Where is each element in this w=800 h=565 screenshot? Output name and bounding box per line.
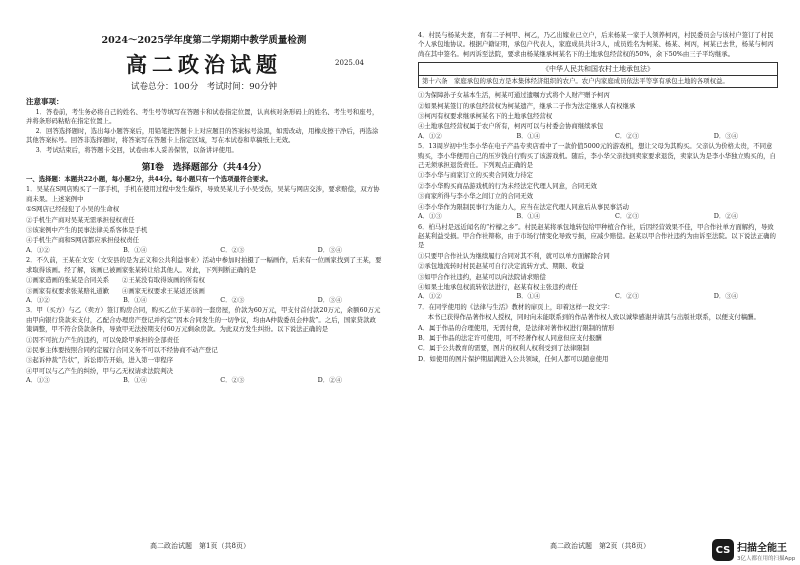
option-d[interactable]: D．②④ [713, 212, 738, 221]
law-excerpt-box [418, 62, 778, 88]
question-item: ③起诉仲裁“告状”，诉讼即告开始，进入第一审程序 [26, 356, 174, 365]
option-b[interactable]: B．①④ [123, 245, 147, 254]
exam-meta: 试卷总分：100分 考试时间：90分钟 [130, 82, 278, 92]
question-stem: 3．甲（买方）与乙（卖方）签订购房合同，购买乙位于某市的一套房屋，价款为60万元，甲支付首付款20万元，余额60万元由甲向银行贷款来支付，乙配合办理房产登记并约定“因本合同发生的一切争议，均由A仲裁委员会仲裁”。之后，国家贷款政策调整，甲不符合贷款条件，导致甲无法按期支付60万元剩余房款。为此双方发生纠纷。以下说法正确的是 [26, 306, 381, 334]
question-1 [26, 185, 382, 255]
option-c[interactable]: C．②③ [614, 212, 640, 221]
option-b[interactable]: B．①④ [516, 131, 541, 140]
option-d[interactable]: D．③④ [713, 131, 738, 140]
answer-option[interactable]: D．如使用的图片保护期届满进入公共领域，任何人都可以随意使用 [418, 354, 609, 363]
answer-options [26, 296, 382, 305]
question-6 [418, 223, 778, 302]
question-item: ③如甲合作社违约，赵某可以向法院请求赔偿 [418, 272, 546, 281]
page-footer: 高二政治试题 第1页（共8页） [150, 542, 250, 550]
question-item: ③该案例中产生的民事法律关系客体是手机 [26, 226, 148, 235]
question-stem: 2．不久前，王某在文安（文安县的是为正义和公共利益事业）活动中参加时拍摄了一幅画作，后来有一位画家找到了王某，要求取得该画。经了解，该画已被画家张某转让给其他人。对此，下列判断正确的是 [26, 256, 382, 274]
option-a[interactable]: A．①③ [418, 212, 442, 221]
option-a[interactable]: A．①② [26, 245, 50, 254]
question-item: ②民事主体要按照合同约定履行合同义务不可以不经协商不动产登记 [26, 345, 218, 354]
question-7 [418, 303, 778, 364]
page-footer: 高二政治试题 第2页（共8页） [550, 542, 650, 550]
right-page [400, 0, 800, 565]
question-3 [26, 306, 382, 385]
scanner-name: 扫描全能王 [737, 542, 787, 554]
answer-options [418, 212, 778, 221]
section-intro: 一、选择题：本题共22小题，每小题2分，共44分。每小题只有一个选项最符合要求。 [26, 175, 272, 184]
notes-heading: 注意事项： [26, 97, 64, 106]
option-d[interactable]: D．③④ [317, 245, 342, 254]
exam-title-text: 高二政治试题 [126, 52, 282, 77]
question-item: ④李小华作为限制民事行为能力人，应当在法定代理人同意后从事民事活动 [418, 202, 629, 211]
question-stem: 1．吴某在S网店购买了一部手机，手机在使用过程中发生爆炸，导致吴某儿子小吴受伤，吴某与网店交涉，要求赔偿，双方协商未果。上述案例中 [26, 185, 380, 203]
question-item: ①画家造画的张某是合同关系 ②王某没有取得该画的所有权 [26, 276, 205, 285]
question-item: ③画家有权要求张某赔礼道歉 ④画家无权要求王某返还该画 [26, 286, 205, 295]
question-item: ②李小华购买商品游戏机的行为未经法定代理人同意，合同无效 [418, 181, 597, 190]
option-d[interactable]: D．②④ [317, 376, 342, 385]
question-item: ②手机生产商对吴某无需承担侵权责任 [26, 215, 135, 224]
question-stem: 6．柏马村是远近闻名的“柠檬之乡”。村民赵某将承包地转包给甲种植合作社，后因经营效果不佳，甲合作社单方面解约，导致赵某利益受损。甲合作社辩称，由于市场行情变化导致亏损，应减少赔偿。赵某以甲合作社违约为由诉至法院。以下说法正确的是 [418, 222, 776, 250]
question-item: ①李小华与商家订立的买卖合同效力待定 [418, 171, 534, 180]
answer-option[interactable]: B．属于作品的法定许可使用，可不经著作权人同意但应支付报酬 [418, 333, 602, 342]
option-b[interactable]: B．①④ [123, 295, 147, 304]
exam-date: 2025.04 [335, 59, 364, 67]
exam-header: 2024～2025学年度第二学期期中教学质量检测 [101, 35, 307, 46]
question-item: ④如果土地承包权流转依法进行，赵某有权主张违约责任 [418, 282, 578, 291]
answer-option[interactable]: A．属于作品的合理使用，无需付费，是法律对著作权进行限制的情形 [418, 323, 615, 332]
option-d[interactable]: D．③④ [317, 295, 342, 304]
law-text: 第十六条 家庭承包的承包方是本集体经济组织的农户。农户内家庭成员依法平等享有承包土地的各项权益。 [422, 77, 729, 86]
option-c[interactable]: C．②③ [220, 376, 245, 385]
question-item: ②承包地流转时村民赵某可自行决定流转方式、期限、收益 [418, 262, 585, 271]
law-title: 《中华人民共和国农村土地承包法》 [419, 63, 777, 76]
answer-options [418, 292, 778, 301]
question-stem: 5．13周岁初中生李小华在电子产品专卖店看中了一款价值5000元的游戏机，想让父母为其购买。父亲认为价格太贵，不同意购买，李小华便用自己的压岁钱自行购买了该游戏机。随后，李小华父亲找到卖家要求退货，卖家认为是李小华独立购买的，自己无须承担退货责任。下列观点正确的是 [418, 142, 776, 170]
question-4 [418, 31, 778, 141]
exam-title [26, 49, 382, 79]
question-2 [26, 256, 382, 305]
question-item: ①只要甲合作社认为继续履行合同对其不利，就可以单方面解除合同 [418, 251, 610, 260]
section-title: 第Ⅰ卷 选择题部分（共44分） [141, 163, 267, 174]
question-5 [418, 142, 778, 221]
question-item: ④手机生产商和S网店都应承担侵权责任 [26, 236, 140, 245]
option-b[interactable]: B．①④ [516, 292, 541, 301]
question-stem: 7．在同学使用的《法律与生活》教材的扉页上，印着这样一段文字： [418, 302, 614, 311]
note-item: 2．回答选择题时，选出每小题答案后，用铅笔把答题卡上对应题目的答案标号涂黑，如需改动，用橡皮擦干净后，再选涂其他答案标号。回答非选择题时，将答案写在答题卡上指定区域，写在本试卷和草稿纸上无效。 [26, 126, 379, 145]
option-a[interactable]: A．①② [26, 295, 50, 304]
option-b[interactable]: B．①④ [516, 212, 541, 221]
option-c[interactable]: C．②③ [220, 295, 245, 304]
question-item: ①因不可抗力产生的违约，可以免除甲承担的全部责任 [26, 335, 180, 344]
question-item: ①为保障孙子女基本生活，柯某可通过遗嘱方式将个人财产赠予柯丙 [418, 91, 610, 100]
answer-option[interactable]: C．属于公共教育的需要，图片的权利人权利受到了法律限制 [418, 344, 590, 353]
answer-options [418, 132, 778, 141]
question-item: ④土地承包经营权属于农户所有，柯丙可以与村委会协商继续承包 [418, 122, 604, 131]
scanner-sub: 3亿人都在用的扫描App [737, 555, 796, 562]
option-a[interactable]: A．①② [418, 292, 442, 301]
scanner-text [737, 539, 795, 562]
scanner-watermark [712, 535, 800, 565]
answer-options [26, 376, 382, 385]
option-c[interactable]: C．②③ [614, 131, 640, 140]
question-item: ①S网店已经侵犯了小吴的生命权 [26, 205, 120, 214]
option-d[interactable]: D．③④ [713, 292, 738, 301]
camscanner-logo-icon: CS [712, 539, 734, 561]
option-a[interactable]: A．①② [418, 131, 442, 140]
question-item: ③柯丙有权要求继承柯某名下的土地承包经营权 [418, 112, 553, 121]
question-quote: 本书已获得作品著作权人授权，同时向未能联系到的作品著作权人致以诚挚感谢并请其与出版社联系，以便支付稿酬。 [427, 313, 760, 322]
option-c[interactable]: C．②③ [220, 245, 245, 254]
question-item: ④甲可以与乙产生的纠纷，甲与乙无权请求法院判决 [26, 366, 173, 375]
answer-options [26, 246, 382, 255]
note-item: 1．答卷前，考生务必将自己的姓名、考生号等填写在答题卡和试卷指定位置，认真核对条形码上的姓名、考生号和座号，并将条形码粘贴在指定位置上。 [26, 108, 379, 126]
option-a[interactable]: A．①③ [26, 376, 50, 385]
question-item: ②如果柯某签订的承包经营权为柯某遗产，继承二子作为法定继承人有权继承 [418, 101, 636, 110]
option-b[interactable]: B．①④ [123, 376, 147, 385]
question-stem: 4．村民与杨某夫妻，育有二子柯甲、柯乙，乃乙出嫁业已立户，后来杨某一家于人领养柯丙，村民委员会与该村户签订了村民个人承包地协议。根据户籍证明，承包户代表人，家庭成员共计3人，成员姓名为柯某、杨某、柯丙，柯某已去世，杨某与柯丙尚在其中签名。柯丙诉至法院，要求由杨某继承柯某名下的土地承包经营权的50%，余下50%由三子平均继承。 [418, 31, 774, 58]
option-c[interactable]: C．②③ [614, 292, 640, 301]
note-item: 3．考试结束后，将答题卡交回，试卷由本人妥善保管，以备讲评使用。 [35, 145, 238, 154]
question-item: ③商家所得与李小华之间订立的合同无效 [418, 192, 534, 201]
